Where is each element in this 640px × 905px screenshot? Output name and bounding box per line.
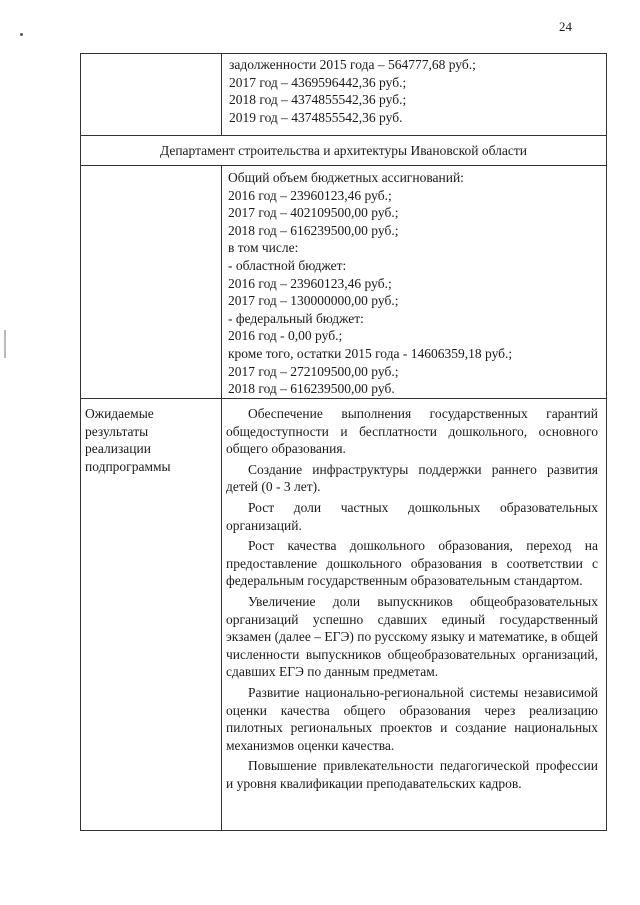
result-paragraph: Увеличение доли выпускников общеобразовательных организаций успешно сдавших единый государственный экзамен (далее – ЕГЭ) по русскому языку и математике, в общей численности выпускников общеобразовательных организаций, сдавших ЕГЭ по данным предметам. xyxy=(226,593,598,680)
budget-line: Общий объем бюджетных ассигнований: xyxy=(228,170,464,185)
results-label-line: подпрограммы xyxy=(85,458,171,474)
row1-line: задолженности 2015 года – 564777,68 руб.; xyxy=(229,57,476,72)
page-number: 24 xyxy=(559,19,572,34)
budget-line: - федеральный бюджет: xyxy=(228,310,364,326)
result-paragraph: Рост качества дошкольного образования, переход на предоставление дошкольного образования в соответствии с федеральным государственным образовательным стандартом. xyxy=(226,538,598,589)
budget-line: 2016 год - 0,00 руб.; xyxy=(228,328,343,344)
budget-line: 2016 год – 23960123,46 руб.; xyxy=(228,275,392,291)
result-paragraph: Повышение привлекательности педагогической профессии и уровня квалификации преподавательских кадров. xyxy=(226,758,598,791)
results-label xyxy=(85,405,171,475)
budget-content xyxy=(228,169,512,398)
column-divider-middle xyxy=(221,165,222,830)
result-paragraph: Развитие национально-региональной системы независимой оценки качества общего образования через реализацию пилотных региональных проектов и создание национальных механизмов оценки качества. xyxy=(226,684,598,753)
result-paragraph: Обеспечение выполнения государственных гарантий общедоступности и бесплатности дошкольного, основного общего образования. xyxy=(226,406,598,457)
results-content xyxy=(226,405,598,795)
row-separator-1 xyxy=(80,135,607,136)
row-separator-2 xyxy=(80,165,607,166)
budget-line: 2018 год – 616239500,00 руб.; xyxy=(228,222,399,238)
budget-line: 2017 год – 272109500,00 руб.; xyxy=(228,363,399,379)
row-separator-3 xyxy=(80,398,607,399)
department-header: Департамент строительства и архитектуры Ивановской области xyxy=(159,143,528,158)
row1-line: 2019 год – 4374855542,36 руб. xyxy=(229,109,403,125)
results-label-line: результаты xyxy=(85,423,149,439)
results-label-line: реализации xyxy=(85,441,151,457)
row1-content xyxy=(229,56,476,126)
column-divider-top xyxy=(221,53,222,135)
budget-line: кроме того, остатки 2015 года - 14606359,18 руб.; xyxy=(228,345,513,361)
budget-line: в том числе: xyxy=(228,240,299,256)
result-paragraph: Рост доли частных дошкольных образовательных организаций. xyxy=(226,499,598,533)
row1-line: 2017 год – 4369596442,36 руб.; xyxy=(229,74,407,90)
scan-artifact-dot xyxy=(20,33,23,36)
result-paragraph: Создание инфраструктуры поддержки раннего развития детей (0 - 3 лет). xyxy=(226,461,598,495)
row1-line: 2018 год – 4374855542,36 руб.; xyxy=(229,92,407,108)
scan-artifact-line xyxy=(4,330,6,358)
budget-line: 2018 год – 616239500,00 руб. xyxy=(228,381,395,397)
budget-line: - областной бюджет: xyxy=(228,257,347,273)
budget-line: 2017 год – 130000000,00 руб.; xyxy=(228,293,399,309)
budget-line: 2016 год – 23960123,46 руб.; xyxy=(228,187,392,203)
results-label-line: Ожидаемые xyxy=(85,406,154,421)
budget-line: 2017 год – 402109500,00 руб.; xyxy=(228,205,399,221)
